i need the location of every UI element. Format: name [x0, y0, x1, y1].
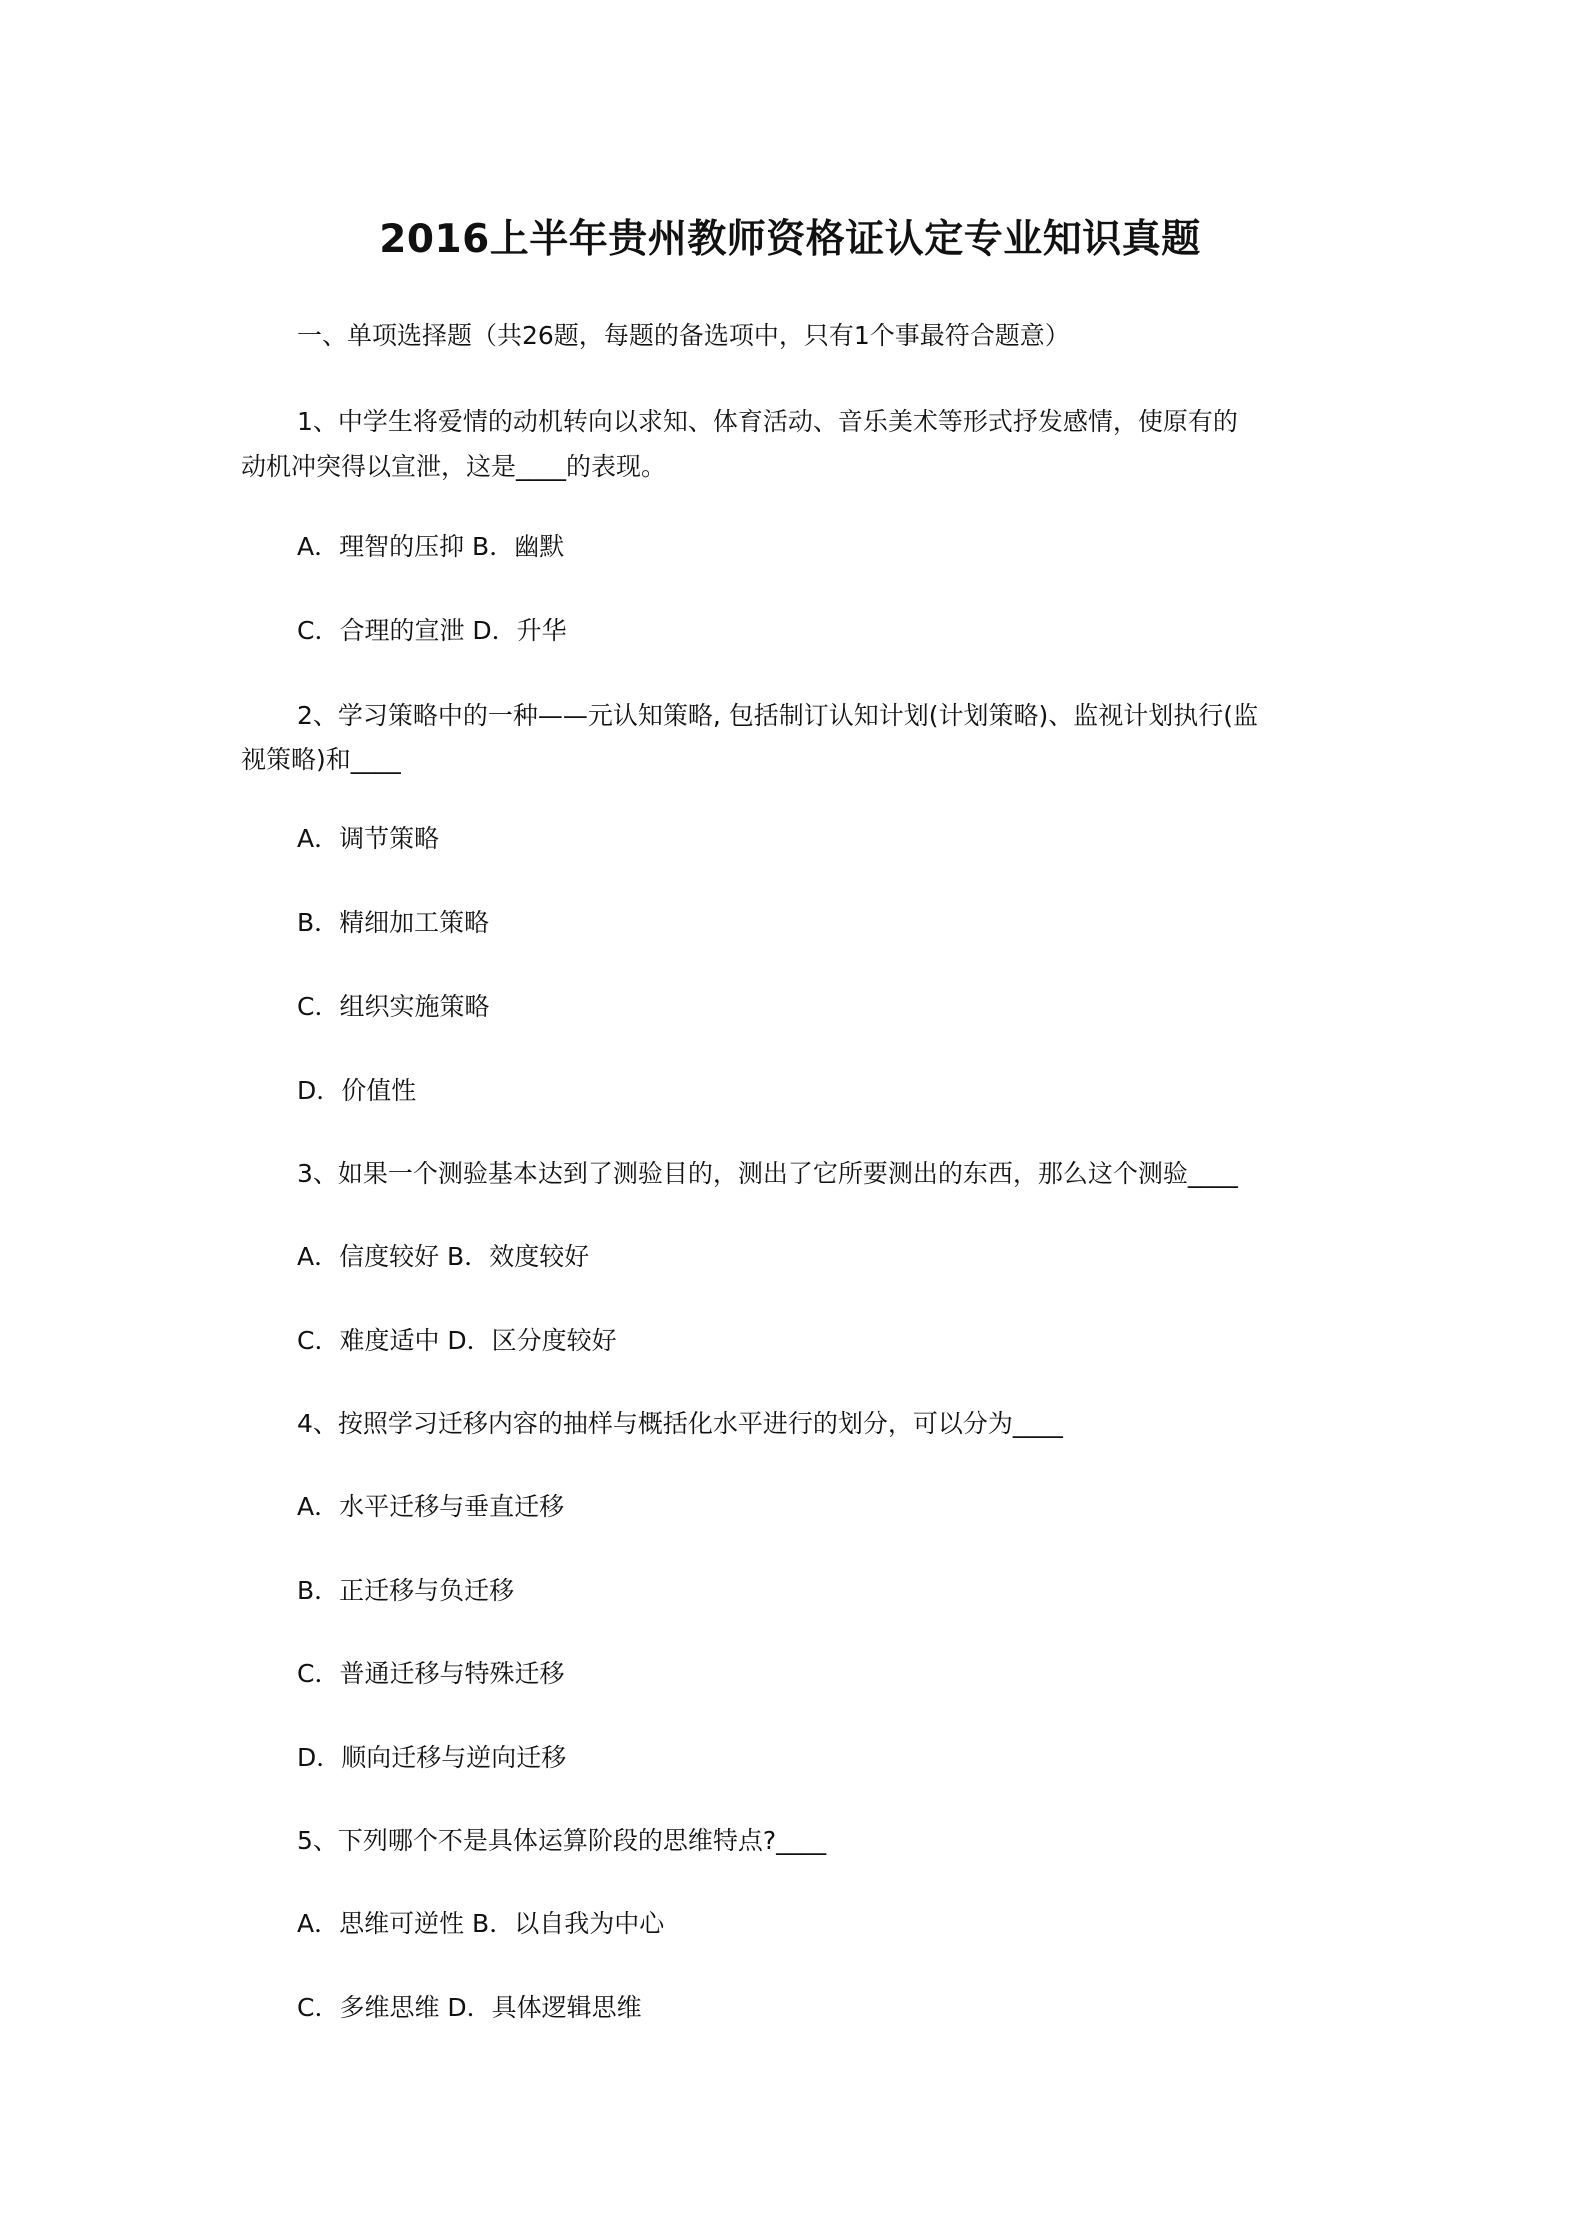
question-2-stem-line-1: 2、学习策略中的一种——元认知策略, 包括制订认知计划(计划策略)、监视计划执行(监 [297, 701, 1259, 730]
question-2-option-b: B．精细加工策略 [297, 908, 490, 937]
question-4-option-b: B．正迁移与负迁移 [297, 1576, 515, 1605]
question-5-options-ab: A．思维可逆性 B．以自我为中心 [297, 1909, 665, 1938]
question-1-stem-line-2: 动机冲突得以宣泄，这是____的表现。 [241, 452, 667, 481]
question-4-option-a: A．水平迁移与垂直迁移 [297, 1492, 565, 1521]
question-1-options-cd: C．合理的宣泄 D．升华 [297, 616, 567, 645]
question-1-stem-line-1: 1、中学生将爱情的动机转向以求知、体育活动、音乐美术等形式抒发感情，使原有的 [297, 407, 1238, 436]
document-title: 2016上半年贵州教师资格证认定专业知识真题 [379, 217, 1201, 262]
question-5-options-cd: C．多维思维 D．具体逻辑思维 [297, 1993, 642, 2022]
question-4-option-c: C．普通迁移与特殊迁移 [297, 1659, 565, 1688]
question-3-options-cd: C．难度适中 D．区分度较好 [297, 1326, 617, 1355]
question-2-stem-line-2: 视策略)和____ [241, 745, 401, 774]
question-4-stem: 4、按照学习迁移内容的抽样与概括化水平进行的划分，可以分为____ [297, 1409, 1063, 1438]
question-1-options-ab: A．理智的压抑 B．幽默 [297, 532, 565, 561]
question-3-stem: 3、如果一个测验基本达到了测验目的，测出了它所要测出的东西，那么这个测验____ [297, 1159, 1238, 1188]
question-5-stem: 5、下列哪个不是具体运算阶段的思维特点?____ [297, 1826, 827, 1855]
question-2-option-a: A．调节策略 [297, 824, 440, 853]
question-2-option-c: C．组织实施策略 [297, 992, 490, 1021]
question-3-options-ab: A．信度较好 B．效度较好 [297, 1242, 590, 1271]
question-2-option-d: D．价值性 [297, 1076, 417, 1105]
question-4-option-d: D．顺向迁移与逆向迁移 [297, 1743, 567, 1772]
section-heading: 一、单项选择题（共26题，每题的备选项中，只有1个事最符合题意） [297, 321, 1070, 350]
